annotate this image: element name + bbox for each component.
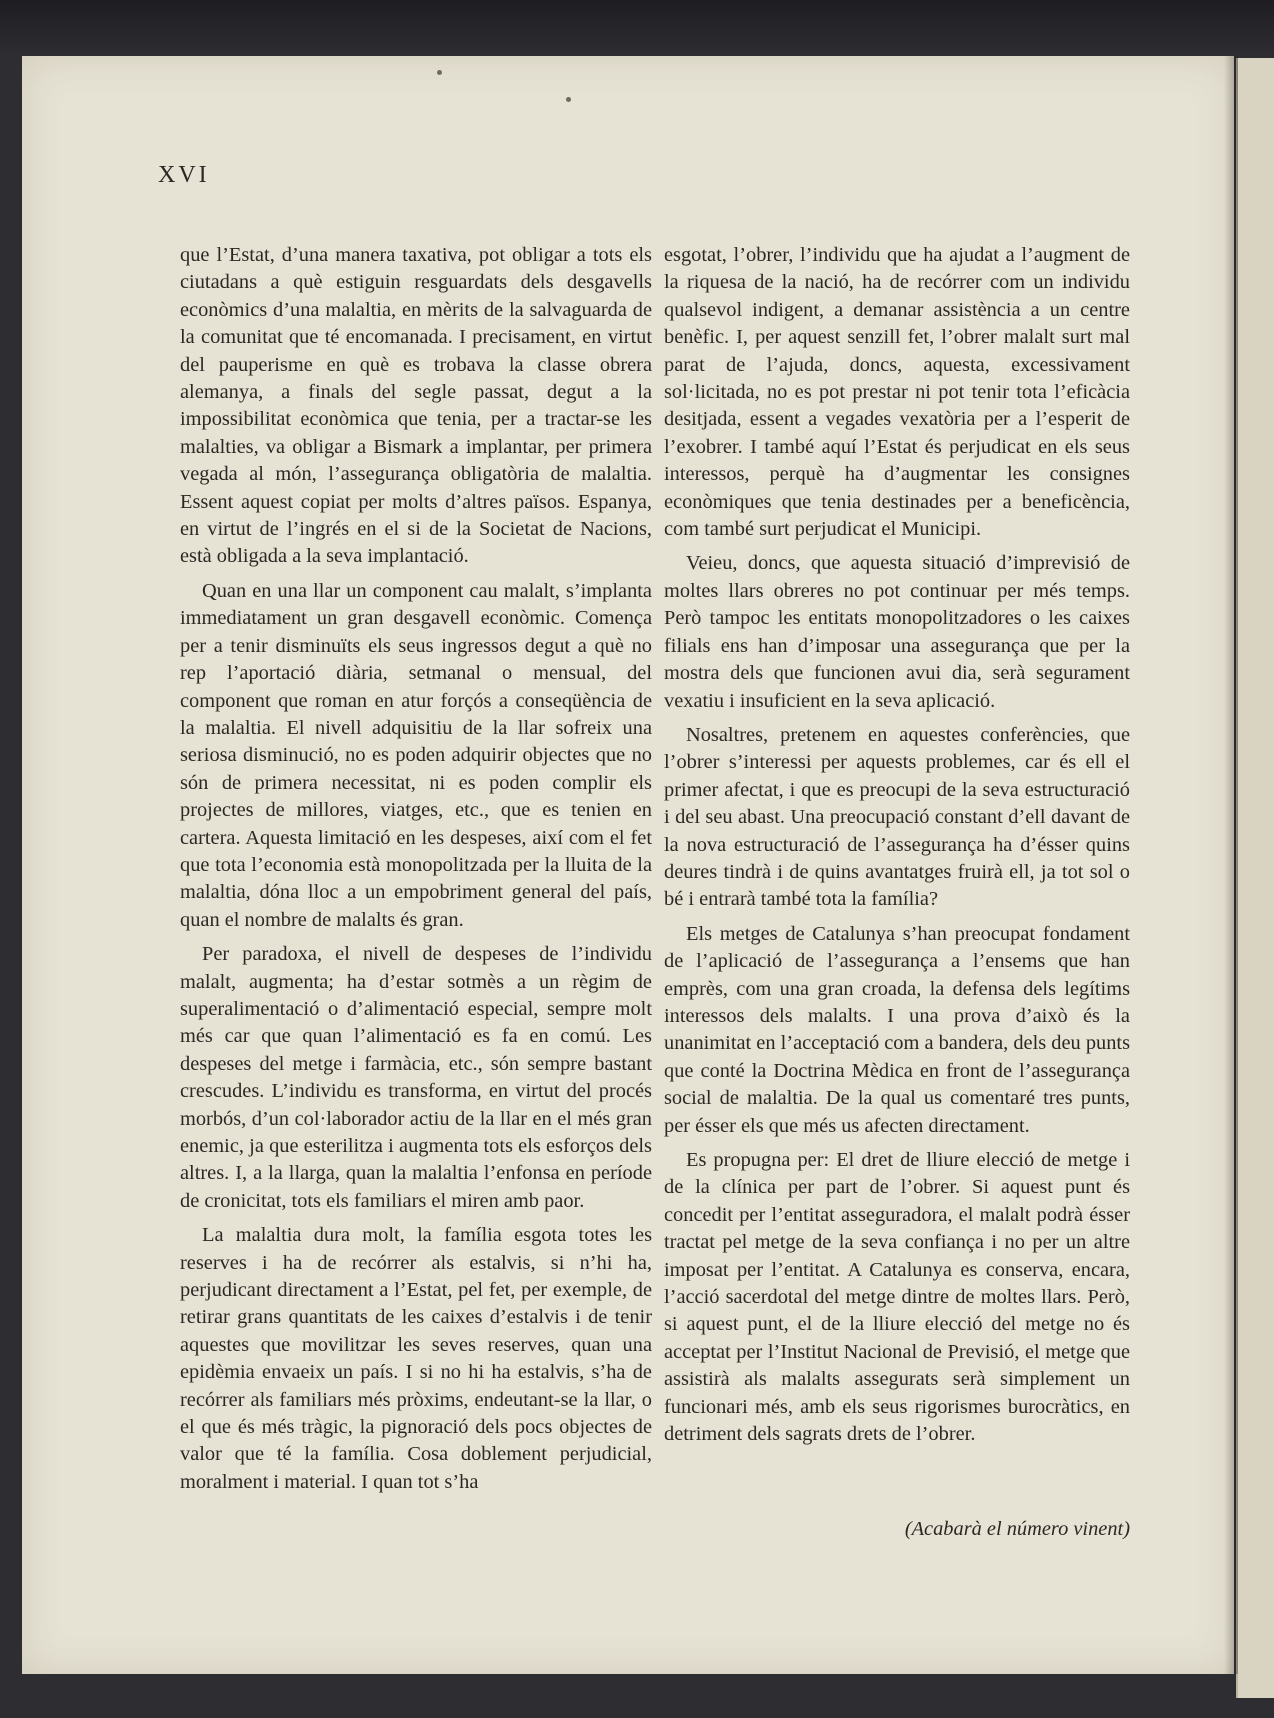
left-column [180, 242, 652, 1496]
right-column [664, 242, 1130, 1448]
continuation-note: (Acabarà el número vinent) [904, 1518, 1130, 1540]
paragraph: Nosaltres, pretenem en aquestes conferències, que l’obrer s’interessi per aquests problemes, car és ell el primer afectat, i que es preocupi de la seva estructuració i del seu abast. Una preocupació constant d’ell davant de la nova estructuració de l’assegurança ha d’ésser quins deures tindrà i de quins avantatges fruirà ell, ja tot sol o bé i entrarà també tota la família? [664, 723, 1130, 911]
spine-shadow [1224, 56, 1238, 1674]
paragraph: Quan en una llar un component cau malalt, s’implanta immediatament un gran desgavell econòmic. Comença per a tenir disminuïts els seus ingressos degut a què no rep l’aportació diària, setmanal o mensual, del component que roman en atur forçós a conseqüència de la malaltia. El nivell adquisitiu de la llar sofreix una seriosa disminució, no es poden adquirir objectes que no són de primera necessitat, ni es poden complir els projectes de millores, viatges, etc., que es tenien en cartera. Aquesta limitació en les despeses, així com el fet que tota l’economia està monopolitzada per la lluita de la malaltia, dóna lloc a un empobriment general del país, quan el nombre de malalts és gran. [180, 579, 652, 931]
page-number: XVI [158, 162, 210, 188]
paragraph: esgotat, l’obrer, l’individu que ha ajudat a l’augment de la riquesa de la nació, ha de recórrer com un individu qualsevol indigent, a demanar assistència a un centre benèfic. I, per aquest senzill fet, l’obrer malalt surt mal parat de l’ajuda, doncs, aquesta, excessivament sol·licitada, no es pot prestar ni pot tenir tota l’eficàcia desitjada, essent a vegades vexatòria per a l’esperit de l’exobrer. I també aquí l’Estat és perjudicat en els seus interessos, perquè ha d’augmentar les consignes econòmiques que tenia destinades per a beneficència, com també surt perjudicat el Municipi. [664, 244, 1130, 541]
paper-speck [437, 70, 442, 75]
adjacent-page-edge [1236, 58, 1274, 1698]
scan-background [0, 0, 1274, 60]
paragraph: Es propugna per: El dret de lliure elecció de metge i de la clínica per part de l’obrer. Si aquest punt és concedit per l’entitat asseguradora, el malalt podrà ésser tractat pel metge de la seva confiança i no per un altre imposat per l’entitat. A Catalunya es conserva, encara, l’acció sacerdotal del metge dintre de moltes llars. Però, si aquest punt, el de la lliure elecció del metge no és acceptat per l’Institut Nacional de Previsió, el metge que assistirà als malalts assegurats serà simplement un funcionari més, amb els seus rigorismes burocràtics, en detriment dels sagrats drets de l’obrer. [664, 1149, 1130, 1446]
paragraph: Els metges de Catalunya s’han preocupat fondament de l’aplicació de l’assegurança a l’ensems que han emprès, com una gran croada, la defensa dels legítims interessos dels malalts. I una prova d’això és la unanimitat en l’acceptació com a bandera, dels deu punts que conté la Doctrina Mèdica en front de l’assegurança social de malaltia. De la qual us comentaré tres punts, per ésser els que més us afecten directament. [664, 922, 1130, 1137]
paragraph: Veieu, doncs, que aquesta situació d’imprevisió de moltes llars obreres no pot continuar per més temps. Però tampoc les entitats monopolitzadores o les caixes filials ens han d’imposar una assegurança que per la mostra dels que funcionen avui dia, serà segurament vexatiu i insuficient en la seva aplicació. [664, 552, 1130, 712]
paragraph: Per paradoxa, el nivell de despeses de l’individu malalt, augmenta; ha d’estar sotmès a un règim de superalimentació o d’alimentació especial, sempre molt més car que quan l’alimentació es fa en comú. Les despeses del metge i farmàcia, etc., són sempre bastant crescudes. L’individu es transforma, en virtut del procés morbós, d’un col·laborador actiu de la llar en el més gran enemic, ja que esterilitza i augmenta tots els esforços dels altres. I, a la llarga, quan la malaltia l’enfonsa en període de cronicitat, tots els familiars el miren amb paor. [180, 943, 652, 1212]
paragraph: que l’Estat, d’una manera taxativa, pot obligar a tots els ciutadans a què estiguin resguardats dels desgavells econòmics d’una malaltia, en mèrits de la salvaguarda de la comunitat que té encomanada. I precisament, en virtut del pauperisme en què es trobava la classe obrera alemanya, a finals del segle passat, degut a la impossibilitat econòmica que tenia, per a tractar-se les malalties, va obligar a Bismark a implantar, per primera vegada al món, l’assegurança obligatòria de malaltia. Essent aquest copiat per molts d’altres països. Espanya, en virtut de l’ingrés en el si de la Societat de Nacions, està obligada a la seva implantació. [180, 244, 652, 568]
paper-speck [566, 97, 571, 102]
paragraph: La malaltia dura molt, la família esgota totes les reserves i ha de recórrer als estalvis, si n’hi ha, perjudicant directament a l’Estat, pel fet, per exemple, de retirar grans quantitats de les caixes d’estalvis i de tenir aquestes que movilitzar les seves reserves, quan una epidèmia envaeix un país. I si no hi ha estalvis, s’ha de recórrer als familiars més pròxims, endeutant-se la llar, o el que és més tràgic, la pignoració dels pocs objectes de valor que té la família. Cosa doblement perjudicial, moralment i material. I quan tot s’ha [180, 1224, 652, 1493]
